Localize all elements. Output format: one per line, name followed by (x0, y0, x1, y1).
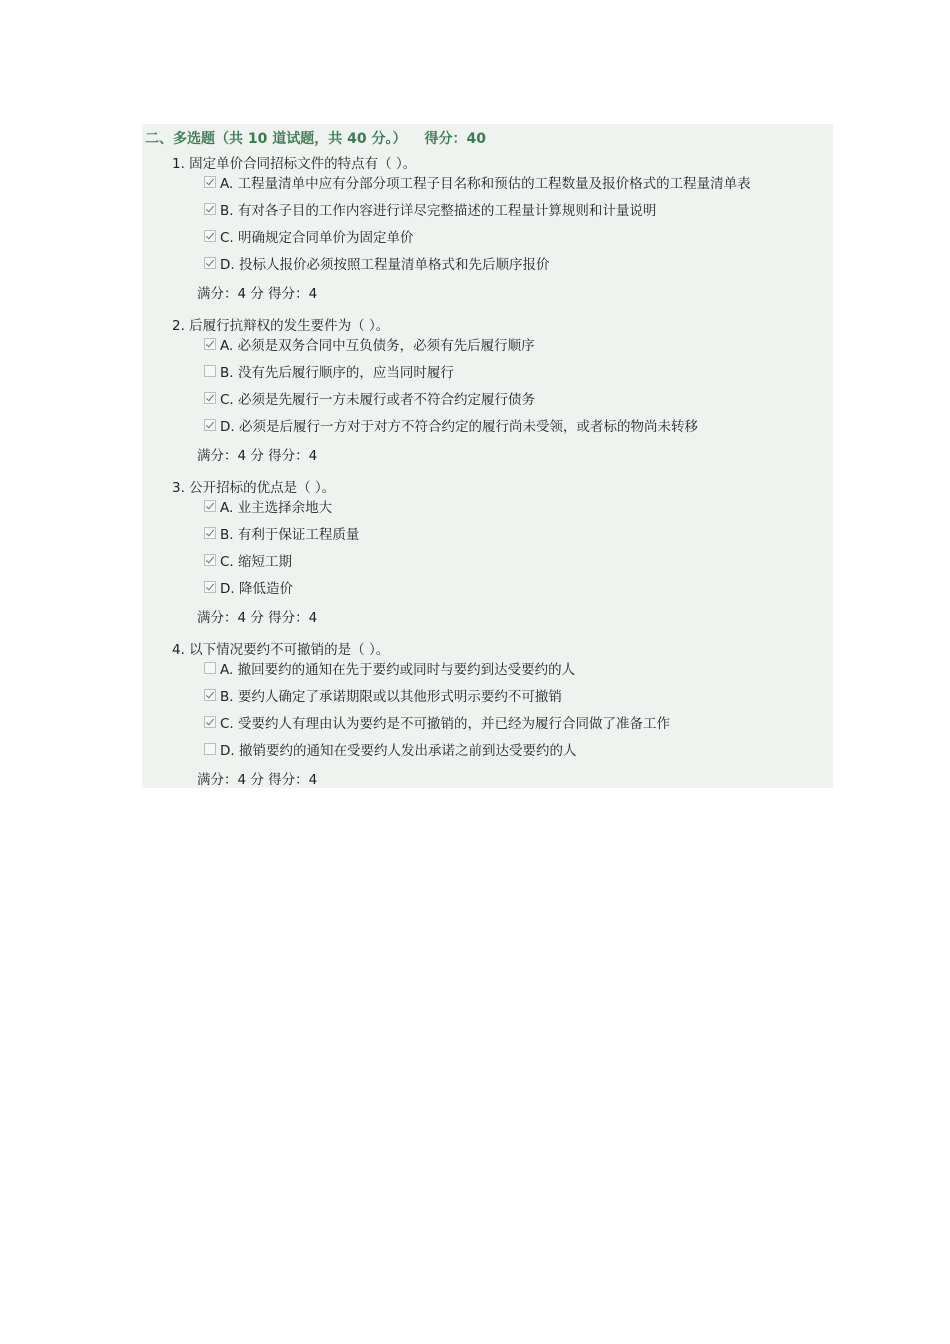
section-score: 得分：40 (424, 131, 486, 147)
option-b[interactable] (204, 199, 656, 219)
option-label: C. 明确规定合同单价为固定单价 (220, 230, 414, 246)
option-c[interactable] (204, 550, 292, 570)
question-title: 2. 后履行抗辩权的发生要件为（ ）。 (172, 318, 390, 334)
checkbox[interactable] (204, 230, 216, 242)
checkbox[interactable] (204, 689, 216, 701)
question-score: 满分：4 分 得分：4 (197, 286, 318, 302)
option-a[interactable] (204, 496, 332, 516)
option-label: A. 业主选择余地大 (220, 500, 333, 516)
option-b[interactable] (204, 523, 359, 543)
checkbox[interactable] (204, 500, 216, 512)
checkbox[interactable] (204, 716, 216, 728)
checkbox[interactable] (204, 527, 216, 539)
section-title: 二、多选题（共 10 道试题，共 40 分。） (145, 131, 407, 147)
option-label: C. 缩短工期 (220, 554, 293, 570)
checkbox[interactable] (204, 743, 216, 755)
checkbox[interactable] (204, 176, 216, 188)
question-score: 满分：4 分 得分：4 (197, 772, 318, 788)
option-d[interactable] (204, 415, 698, 435)
checkbox[interactable] (204, 365, 216, 377)
option-label: D. 撤销要约的通知在受要约人发出承诺之前到达受要约的人 (220, 743, 577, 759)
checkbox[interactable] (204, 392, 216, 404)
question-score: 满分：4 分 得分：4 (197, 610, 318, 626)
option-b[interactable] (204, 685, 562, 705)
option-label: B. 有利于保证工程质量 (220, 527, 360, 543)
option-a[interactable] (204, 658, 575, 678)
checkbox[interactable] (204, 338, 216, 350)
option-d[interactable] (204, 253, 549, 273)
option-a[interactable] (204, 334, 535, 354)
option-label: A. 工程量清单中应有分部分项工程子目名称和预估的工程数量及报价格式的工程量清单表 (220, 176, 751, 192)
option-label: C. 必须是先履行一方未履行或者不符合约定履行债务 (220, 392, 536, 408)
option-label: D. 投标人报价必须按照工程量清单格式和先后顺序报价 (220, 257, 550, 273)
option-label: A. 撤回要约的通知在先于要约或同时与要约到达受要约的人 (220, 662, 576, 678)
checkbox[interactable] (204, 257, 216, 269)
question-title: 3. 公开招标的优点是（ ）。 (172, 480, 336, 496)
quiz-panel (142, 124, 833, 788)
option-label: B. 有对各子目的工作内容进行详尽完整描述的工程量计算规则和计量说明 (220, 203, 657, 219)
option-c[interactable] (204, 712, 670, 732)
option-label: B. 要约人确定了承诺期限或以其他形式明示要约不可撤销 (220, 689, 562, 705)
option-c[interactable] (204, 388, 535, 408)
option-d[interactable] (204, 577, 293, 597)
option-label: A. 必须是双务合同中互负债务，必须有先后履行顺序 (220, 338, 535, 354)
section-header (145, 128, 486, 148)
question-title: 1. 固定单价合同招标文件的特点有（ ）。 (172, 156, 417, 172)
option-label: D. 必须是后履行一方对于对方不符合约定的履行尚未受领，或者标的物尚未转移 (220, 419, 698, 435)
option-d[interactable] (204, 739, 576, 759)
option-a[interactable] (204, 172, 751, 192)
question-title: 4. 以下情况要约不可撤销的是（ ）。 (172, 642, 390, 658)
checkbox[interactable] (204, 419, 216, 431)
checkbox[interactable] (204, 662, 216, 674)
checkbox[interactable] (204, 203, 216, 215)
option-label: C. 受要约人有理由认为要约是不可撤销的，并已经为履行合同做了准备工作 (220, 716, 671, 732)
option-c[interactable] (204, 226, 414, 246)
checkbox[interactable] (204, 581, 216, 593)
checkbox[interactable] (204, 554, 216, 566)
option-label: B. 没有先后履行顺序的，应当同时履行 (220, 365, 454, 381)
question-score: 满分：4 分 得分：4 (197, 448, 318, 464)
option-label: D. 降低造价 (220, 581, 293, 597)
option-b[interactable] (204, 361, 454, 381)
